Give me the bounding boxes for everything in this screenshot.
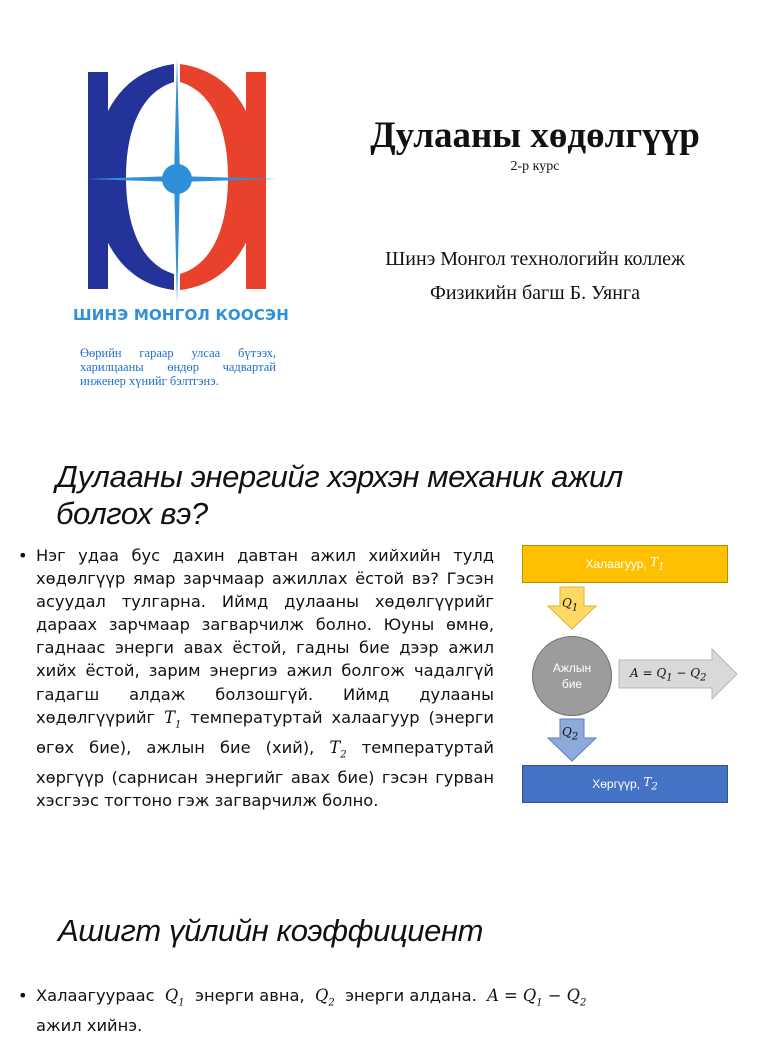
- presentation-title: Дулааны хөдөлгүүр: [370, 115, 700, 156]
- slide3-line2: ажил хийнэ.: [36, 1016, 143, 1036]
- math-Q2: $Q_2$: [315, 986, 335, 1009]
- heater-label: Халаагуур,: [585, 557, 647, 571]
- paragraph-part2: температуртай халаагуур (энерги өгөх бие), ажлын бие (хий),: [36, 707, 494, 757]
- working-body-line1: Ажлын: [552, 661, 592, 675]
- course-label: 2-р курс: [510, 159, 560, 174]
- bullet-dot: •: [18, 546, 28, 565]
- working-body-circle: [532, 636, 612, 716]
- slide2-heading-line1: Дулааны энергийг хэрхэн механик ажил: [56, 459, 623, 494]
- slide3-text-b: энерги авна,: [195, 986, 305, 1005]
- college-logo: [62, 52, 292, 304]
- slide2-paragraph: [18, 544, 494, 813]
- cooler-temperature: $T_2$: [643, 775, 658, 793]
- slide3-text-c: энерги алдана.: [345, 986, 477, 1005]
- logo-center-dot: [162, 164, 192, 194]
- heater-box: [522, 545, 728, 583]
- slide2-heading: [56, 458, 696, 532]
- q2-label: $Q_2$: [562, 725, 579, 743]
- heater-temperature: $T_1$: [650, 555, 665, 573]
- bullet-dot: •: [18, 986, 28, 1005]
- work-formula: $A = Q_1 - Q_2$: [630, 666, 707, 684]
- paragraph-part1: Нэг удаа бус дахин давтан ажил хийхийн тулд хөдөлгүүр ямар зарчмаар ажиллах ёстой вэ? Гэсэн асуудал тулгарна. Иймд дулааны хөдөлгүүрийг дараах зарчмаар загварчилж болно. Юуны өмнө, гаднаас энерги авах ёстой, гадны бие дээр ажил хийх ёстой, зарим энергиэ ажил болгож чадалгүй гадагш алдаж болзошгүй. Иймд дулааны хөдөлгүүрийг: [36, 546, 494, 727]
- logo-red-bar: [246, 72, 266, 289]
- teacher-name: Физикийн багш Б. Уянга: [430, 282, 640, 304]
- slide2-heading-line2: болгох вэ?: [56, 496, 208, 531]
- math-work-formula: $A = Q_1 - Q_2$: [487, 986, 587, 1009]
- cooler-box: [522, 765, 728, 803]
- slide3-paragraph: [18, 984, 736, 1037]
- math-Q1: $Q_1$: [164, 986, 185, 1009]
- slide3-text-a: Халаагуураас: [36, 986, 155, 1005]
- math-T1: $T_1$: [164, 707, 182, 730]
- q1-label: $Q_1$: [562, 596, 579, 614]
- logo-caption: ШИНЭ МОНГОЛ КООСЭН: [72, 306, 290, 324]
- math-T2: $T_2$: [329, 738, 347, 761]
- college-motto: Өөрийн гараар улсаа бүтээх, харилцааны өндөр чадвартай инженер хүнийг бэлтгэнэ.: [80, 346, 276, 388]
- college-name: Шинэ Монгол технологийн коллеж: [385, 248, 685, 270]
- cooler-label: Хөргүүр,: [592, 777, 640, 791]
- working-body-line2: бие: [561, 677, 583, 691]
- paragraph-part3: температуртай хөргүүр (сарнисан энергийг авах бие) гэсэн гурван хэсгээс тогтоно гэж загварчилж болно.: [36, 738, 494, 811]
- slide3-heading: Ашигт үйлийн коэффициент: [58, 913, 484, 948]
